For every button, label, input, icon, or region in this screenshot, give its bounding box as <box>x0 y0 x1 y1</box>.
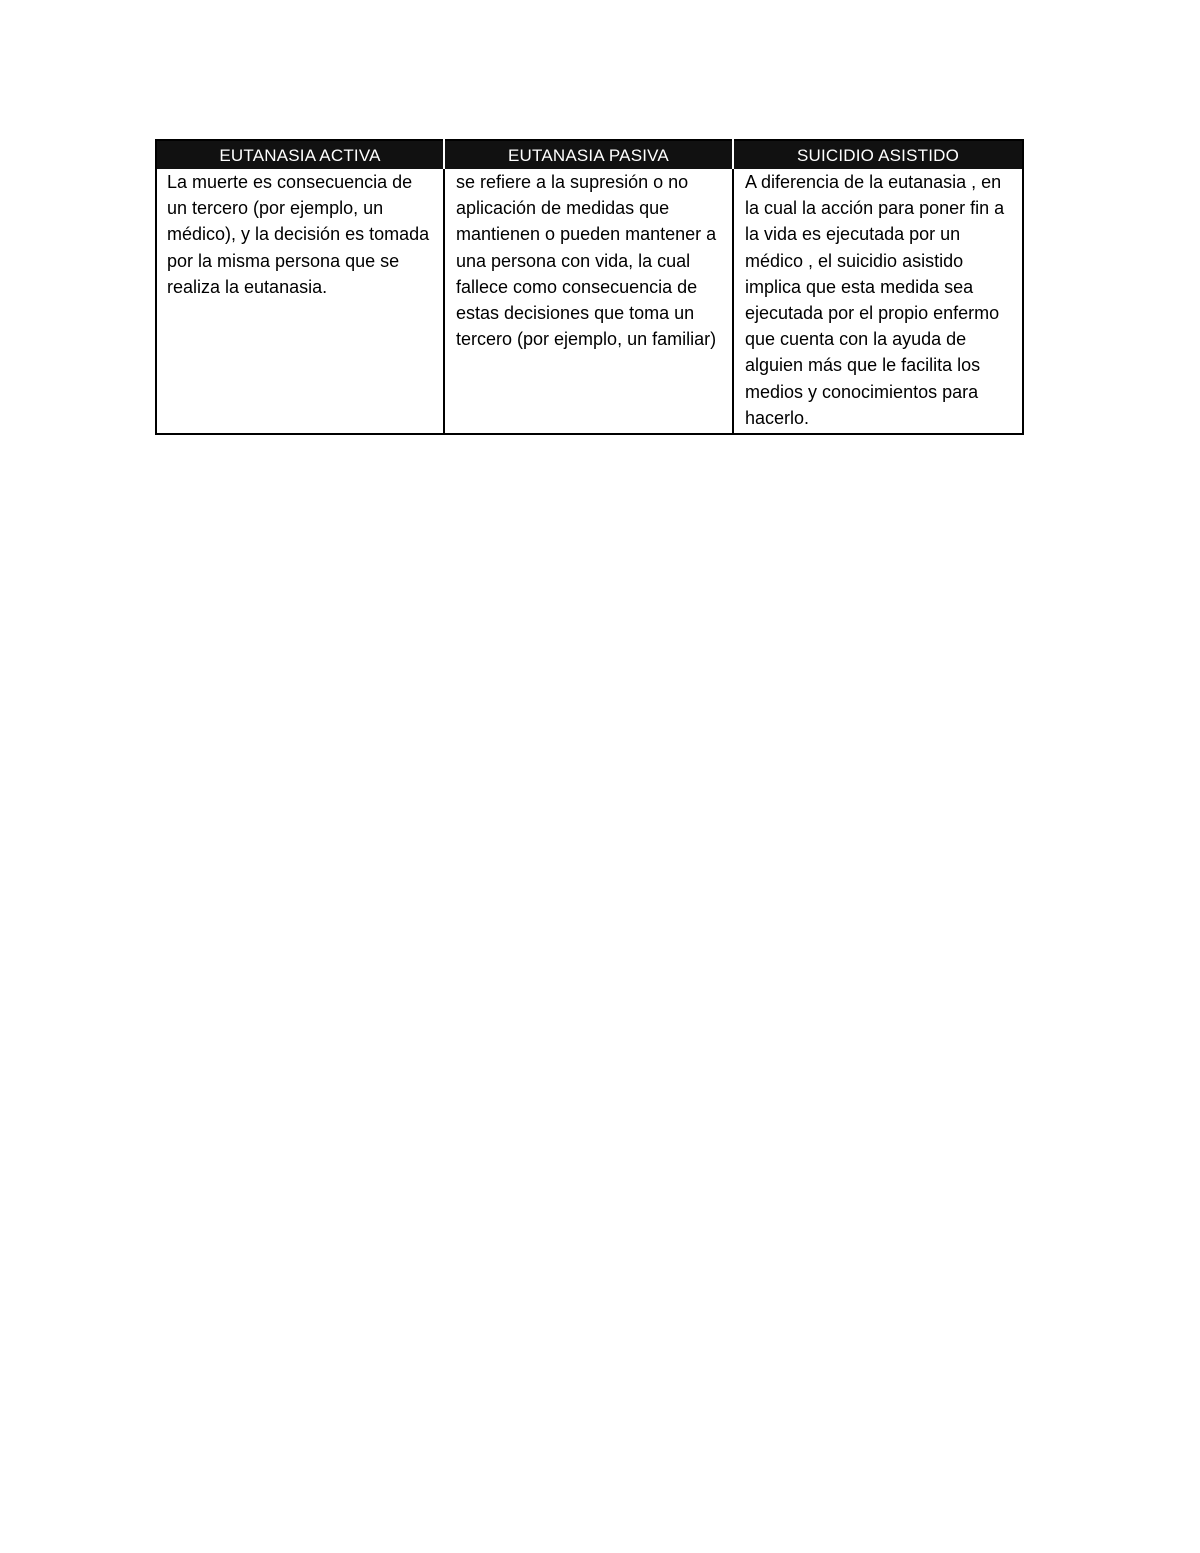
cell-eutanasia-pasiva: se refiere a la supresión o no aplicación de medidas que mantienen o pueden mantener a una persona con vida, la cual fallece como consecuencia de estas decisiones que toma un tercero (por ejemplo, un familiar) <box>444 169 733 434</box>
cell-suicidio-asistido: A diferencia de la eutanasia , en la cual la acción para poner fin a la vida es ejecutada por un médico , el suicidio asistido implica que esta medida sea ejecutada por el propio enfermo que cuenta con la ayuda de alguien más que le facilita los medios y conocimientos para hacerlo. <box>733 169 1023 434</box>
table-header-row <box>156 140 1023 169</box>
header-eutanasia-activa: EUTANASIA ACTIVA <box>156 140 444 169</box>
cell-eutanasia-activa: La muerte es consecuencia de un tercero (por ejemplo, un médico), y la decisión es tomada por la misma persona que se realiza la eutanasia. <box>167 172 430 297</box>
header-suicidio-asistido: SUICIDIO ASISTIDO <box>733 140 1023 169</box>
comparison-table <box>155 139 1024 435</box>
header-eutanasia-pasiva: EUTANASIA PASIVA <box>444 140 733 169</box>
table-row <box>156 169 1023 434</box>
